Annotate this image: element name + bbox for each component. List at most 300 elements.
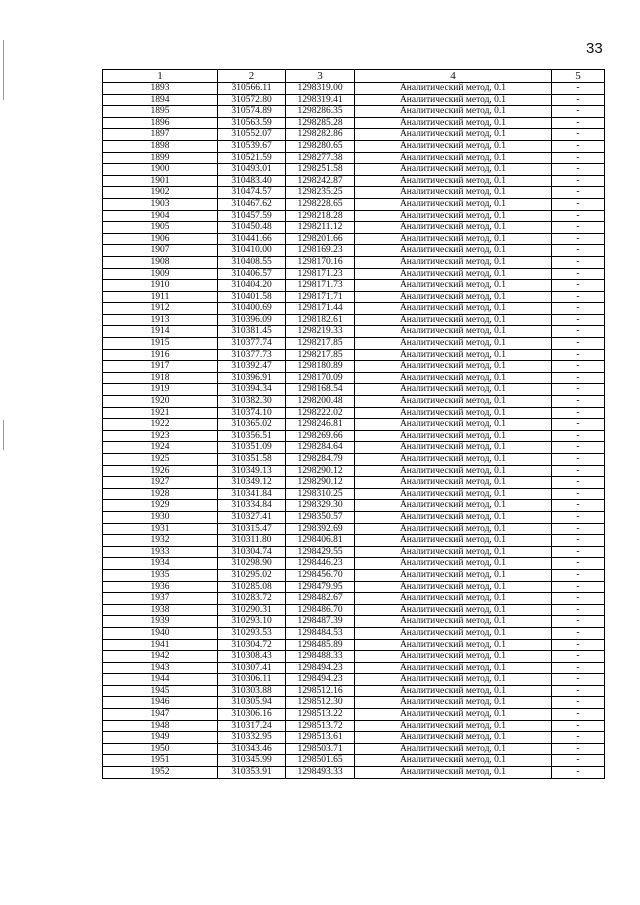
table-row <box>103 129 605 141</box>
table-row <box>103 152 605 164</box>
table-row <box>103 175 605 187</box>
y-coordinate-cell: 1298482.67 <box>286 593 355 605</box>
x-coordinate-cell: 310394.34 <box>218 384 286 396</box>
point-number-cell: 1896 <box>103 117 218 129</box>
col5-cell: - <box>552 523 605 535</box>
x-coordinate-cell: 310406.57 <box>218 268 286 280</box>
table-row <box>103 558 605 570</box>
method-cell: Аналитический метод, 0.1 <box>355 651 552 663</box>
x-coordinate-cell: 310408.55 <box>218 256 286 268</box>
y-coordinate-cell: 1298290.12 <box>286 477 355 489</box>
table-row <box>103 697 605 709</box>
method-cell: Аналитический метод, 0.1 <box>355 511 552 523</box>
x-coordinate-cell: 310401.58 <box>218 291 286 303</box>
y-coordinate-cell: 1298168.54 <box>286 384 355 396</box>
x-coordinate-cell: 310306.11 <box>218 674 286 686</box>
col5-cell: - <box>552 338 605 350</box>
col5-cell: - <box>552 430 605 442</box>
point-number-cell: 1906 <box>103 233 218 245</box>
point-number-cell: 1900 <box>103 164 218 176</box>
point-number-cell: 1949 <box>103 732 218 744</box>
point-number-cell: 1938 <box>103 604 218 616</box>
x-coordinate-cell: 310483.40 <box>218 175 286 187</box>
col5-cell: - <box>552 117 605 129</box>
col5-cell: - <box>552 685 605 697</box>
method-cell: Аналитический метод, 0.1 <box>355 442 552 454</box>
point-number-cell: 1933 <box>103 546 218 558</box>
table-row <box>103 767 605 779</box>
point-number-cell: 1950 <box>103 743 218 755</box>
method-cell: Аналитический метод, 0.1 <box>355 326 552 338</box>
point-number-cell: 1919 <box>103 384 218 396</box>
table-row <box>103 361 605 373</box>
point-number-cell: 1914 <box>103 326 218 338</box>
col5-cell: - <box>552 535 605 547</box>
x-coordinate-cell: 310345.99 <box>218 755 286 767</box>
method-cell: Аналитический метод, 0.1 <box>355 349 552 361</box>
method-cell: Аналитический метод, 0.1 <box>355 83 552 95</box>
table-row <box>103 627 605 639</box>
method-cell: Аналитический метод, 0.1 <box>355 303 552 315</box>
y-coordinate-cell: 1298269.66 <box>286 430 355 442</box>
col5-cell: - <box>552 268 605 280</box>
table-row <box>103 396 605 408</box>
scan-margin-mark-top <box>3 40 4 100</box>
table-row <box>103 349 605 361</box>
y-coordinate-cell: 1298484.53 <box>286 627 355 639</box>
col5-cell: - <box>552 569 605 581</box>
x-coordinate-cell: 310353.91 <box>218 767 286 779</box>
table-row <box>103 581 605 593</box>
x-coordinate-cell: 310467.62 <box>218 198 286 210</box>
method-cell: Аналитический метод, 0.1 <box>355 454 552 466</box>
x-coordinate-cell: 310374.10 <box>218 407 286 419</box>
x-coordinate-cell: 310377.74 <box>218 338 286 350</box>
col5-cell: - <box>552 407 605 419</box>
point-number-cell: 1945 <box>103 685 218 697</box>
method-cell: Аналитический метод, 0.1 <box>355 140 552 152</box>
point-number-cell: 1917 <box>103 361 218 373</box>
method-cell: Аналитический метод, 0.1 <box>355 187 552 199</box>
point-number-cell: 1924 <box>103 442 218 454</box>
point-number-cell: 1930 <box>103 511 218 523</box>
x-coordinate-cell: 310552.07 <box>218 129 286 141</box>
point-number-cell: 1942 <box>103 651 218 663</box>
y-coordinate-cell: 1298284.79 <box>286 454 355 466</box>
col5-cell: - <box>552 129 605 141</box>
col5-cell: - <box>552 94 605 106</box>
x-coordinate-cell: 310356.51 <box>218 430 286 442</box>
y-coordinate-cell: 1298501.65 <box>286 755 355 767</box>
method-cell: Аналитический метод, 0.1 <box>355 581 552 593</box>
x-coordinate-cell: 310303.88 <box>218 685 286 697</box>
x-coordinate-cell: 310349.12 <box>218 477 286 489</box>
method-cell: Аналитический метод, 0.1 <box>355 709 552 721</box>
col5-cell: - <box>552 767 605 779</box>
method-cell: Аналитический метод, 0.1 <box>355 314 552 326</box>
method-cell: Аналитический метод, 0.1 <box>355 198 552 210</box>
method-cell: Аналитический метод, 0.1 <box>355 767 552 779</box>
y-coordinate-cell: 1298180.89 <box>286 361 355 373</box>
method-cell: Аналитический метод, 0.1 <box>355 407 552 419</box>
col5-cell: - <box>552 674 605 686</box>
point-number-cell: 1932 <box>103 535 218 547</box>
y-coordinate-cell: 1298218.28 <box>286 210 355 222</box>
y-coordinate-cell: 1298494.23 <box>286 662 355 674</box>
point-number-cell: 1947 <box>103 709 218 721</box>
method-cell: Аналитический метод, 0.1 <box>355 430 552 442</box>
y-coordinate-cell: 1298171.44 <box>286 303 355 315</box>
table-row <box>103 94 605 106</box>
table-row <box>103 187 605 199</box>
y-coordinate-cell: 1298222.02 <box>286 407 355 419</box>
table-row <box>103 419 605 431</box>
col5-cell: - <box>552 256 605 268</box>
method-cell: Аналитический метод, 0.1 <box>355 523 552 535</box>
table-row <box>103 198 605 210</box>
x-coordinate-cell: 310404.20 <box>218 280 286 292</box>
table-row <box>103 454 605 466</box>
x-coordinate-cell: 310392.47 <box>218 361 286 373</box>
y-coordinate-cell: 1298200.48 <box>286 396 355 408</box>
x-coordinate-cell: 310377.73 <box>218 349 286 361</box>
y-coordinate-cell: 1298350.57 <box>286 511 355 523</box>
x-coordinate-cell: 310539.67 <box>218 140 286 152</box>
table-row <box>103 106 605 118</box>
point-number-cell: 1937 <box>103 593 218 605</box>
method-cell: Аналитический метод, 0.1 <box>355 593 552 605</box>
x-coordinate-cell: 310304.72 <box>218 639 286 651</box>
point-number-cell: 1944 <box>103 674 218 686</box>
table-row <box>103 384 605 396</box>
method-cell: Аналитический метод, 0.1 <box>355 94 552 106</box>
col5-cell: - <box>552 465 605 477</box>
table-row <box>103 569 605 581</box>
x-coordinate-cell: 310410.00 <box>218 245 286 257</box>
table-row <box>103 720 605 732</box>
y-coordinate-cell: 1298329.30 <box>286 500 355 512</box>
y-coordinate-cell: 1298170.09 <box>286 372 355 384</box>
point-number-cell: 1909 <box>103 268 218 280</box>
table-row <box>103 732 605 744</box>
col5-cell: - <box>552 558 605 570</box>
table-row <box>103 222 605 234</box>
point-number-cell: 1895 <box>103 106 218 118</box>
method-cell: Аналитический метод, 0.1 <box>355 685 552 697</box>
x-coordinate-cell: 310343.46 <box>218 743 286 755</box>
point-number-cell: 1943 <box>103 662 218 674</box>
col5-cell: - <box>552 396 605 408</box>
method-cell: Аналитический метод, 0.1 <box>355 129 552 141</box>
y-coordinate-cell: 1298282.86 <box>286 129 355 141</box>
point-number-cell: 1903 <box>103 198 218 210</box>
x-coordinate-cell: 310317.24 <box>218 720 286 732</box>
method-cell: Аналитический метод, 0.1 <box>355 720 552 732</box>
method-cell: Аналитический метод, 0.1 <box>355 361 552 373</box>
x-coordinate-cell: 310450.48 <box>218 222 286 234</box>
col5-cell: - <box>552 326 605 338</box>
method-cell: Аналитический метод, 0.1 <box>355 627 552 639</box>
y-coordinate-cell: 1298242.87 <box>286 175 355 187</box>
col5-cell: - <box>552 349 605 361</box>
col5-cell: - <box>552 500 605 512</box>
col5-cell: - <box>552 639 605 651</box>
y-coordinate-cell: 1298170.16 <box>286 256 355 268</box>
method-cell: Аналитический метод, 0.1 <box>355 222 552 234</box>
y-coordinate-cell: 1298319.41 <box>286 94 355 106</box>
y-coordinate-cell: 1298169.23 <box>286 245 355 257</box>
method-cell: Аналитический метод, 0.1 <box>355 291 552 303</box>
y-coordinate-cell: 1298171.23 <box>286 268 355 280</box>
point-number-cell: 1925 <box>103 454 218 466</box>
point-number-cell: 1901 <box>103 175 218 187</box>
table-row <box>103 83 605 95</box>
x-coordinate-cell: 310365.02 <box>218 419 286 431</box>
y-coordinate-cell: 1298310.25 <box>286 488 355 500</box>
x-coordinate-cell: 310283.72 <box>218 593 286 605</box>
y-coordinate-cell: 1298406.81 <box>286 535 355 547</box>
y-coordinate-cell: 1298251.58 <box>286 164 355 176</box>
method-cell: Аналитический метод, 0.1 <box>355 546 552 558</box>
table-row <box>103 477 605 489</box>
y-coordinate-cell: 1298513.22 <box>286 709 355 721</box>
col5-cell: - <box>552 175 605 187</box>
point-number-cell: 1908 <box>103 256 218 268</box>
method-cell: Аналитический метод, 0.1 <box>355 210 552 222</box>
table-row <box>103 280 605 292</box>
method-cell: Аналитический метод, 0.1 <box>355 372 552 384</box>
point-number-cell: 1893 <box>103 83 218 95</box>
x-coordinate-cell: 310307.41 <box>218 662 286 674</box>
table-row <box>103 523 605 535</box>
col5-cell: - <box>552 581 605 593</box>
table-row <box>103 616 605 628</box>
table-row <box>103 140 605 152</box>
table-row <box>103 430 605 442</box>
x-coordinate-cell: 310334.84 <box>218 500 286 512</box>
y-coordinate-cell: 1298487.39 <box>286 616 355 628</box>
table-row <box>103 338 605 350</box>
col5-cell: - <box>552 720 605 732</box>
method-cell: Аналитический метод, 0.1 <box>355 500 552 512</box>
point-number-cell: 1929 <box>103 500 218 512</box>
point-number-cell: 1951 <box>103 755 218 767</box>
point-number-cell: 1923 <box>103 430 218 442</box>
col5-cell: - <box>552 361 605 373</box>
method-cell: Аналитический метод, 0.1 <box>355 732 552 744</box>
y-coordinate-cell: 1298219.33 <box>286 326 355 338</box>
point-number-cell: 1894 <box>103 94 218 106</box>
col5-cell: - <box>552 106 605 118</box>
point-number-cell: 1915 <box>103 338 218 350</box>
y-coordinate-cell: 1298486.70 <box>286 604 355 616</box>
table-row <box>103 407 605 419</box>
table-row <box>103 709 605 721</box>
col5-cell: - <box>552 245 605 257</box>
col5-cell: - <box>552 384 605 396</box>
y-coordinate-cell: 1298228.65 <box>286 198 355 210</box>
col5-cell: - <box>552 662 605 674</box>
header-col-2: 2 <box>218 70 286 83</box>
method-cell: Аналитический метод, 0.1 <box>355 465 552 477</box>
x-coordinate-cell: 310572.80 <box>218 94 286 106</box>
coordinates-table <box>102 69 605 779</box>
page-number: 33 <box>586 40 603 57</box>
x-coordinate-cell: 310351.58 <box>218 454 286 466</box>
method-cell: Аналитический метод, 0.1 <box>355 338 552 350</box>
header-col-5: 5 <box>552 70 605 83</box>
point-number-cell: 1911 <box>103 291 218 303</box>
x-coordinate-cell: 310304.74 <box>218 546 286 558</box>
col5-cell: - <box>552 419 605 431</box>
col5-cell: - <box>552 210 605 222</box>
point-number-cell: 1927 <box>103 477 218 489</box>
header-col-3: 3 <box>286 70 355 83</box>
x-coordinate-cell: 310341.84 <box>218 488 286 500</box>
point-number-cell: 1920 <box>103 396 218 408</box>
y-coordinate-cell: 1298182.61 <box>286 314 355 326</box>
method-cell: Аналитический метод, 0.1 <box>355 674 552 686</box>
x-coordinate-cell: 310293.53 <box>218 627 286 639</box>
y-coordinate-cell: 1298392.69 <box>286 523 355 535</box>
point-number-cell: 1913 <box>103 314 218 326</box>
method-cell: Аналитический метод, 0.1 <box>355 569 552 581</box>
table-row <box>103 685 605 697</box>
table-row <box>103 465 605 477</box>
y-coordinate-cell: 1298217.85 <box>286 349 355 361</box>
table-row <box>103 245 605 257</box>
col5-cell: - <box>552 488 605 500</box>
header-col-4: 4 <box>355 70 552 83</box>
point-number-cell: 1940 <box>103 627 218 639</box>
point-number-cell: 1946 <box>103 697 218 709</box>
x-coordinate-cell: 310563.59 <box>218 117 286 129</box>
method-cell: Аналитический метод, 0.1 <box>355 662 552 674</box>
table-row <box>103 674 605 686</box>
x-coordinate-cell: 310332.95 <box>218 732 286 744</box>
y-coordinate-cell: 1298280.65 <box>286 140 355 152</box>
col5-cell: - <box>552 477 605 489</box>
x-coordinate-cell: 310315.47 <box>218 523 286 535</box>
method-cell: Аналитический метод, 0.1 <box>355 164 552 176</box>
y-coordinate-cell: 1298493.33 <box>286 767 355 779</box>
x-coordinate-cell: 310306.16 <box>218 709 286 721</box>
y-coordinate-cell: 1298284.64 <box>286 442 355 454</box>
x-coordinate-cell: 310293.10 <box>218 616 286 628</box>
y-coordinate-cell: 1298512.16 <box>286 685 355 697</box>
method-cell: Аналитический метод, 0.1 <box>355 743 552 755</box>
y-coordinate-cell: 1298429.55 <box>286 546 355 558</box>
table-row <box>103 326 605 338</box>
col5-cell: - <box>552 442 605 454</box>
x-coordinate-cell: 310474.57 <box>218 187 286 199</box>
col5-cell: - <box>552 152 605 164</box>
table-row <box>103 314 605 326</box>
y-coordinate-cell: 1298513.72 <box>286 720 355 732</box>
y-coordinate-cell: 1298171.73 <box>286 280 355 292</box>
point-number-cell: 1905 <box>103 222 218 234</box>
method-cell: Аналитический метод, 0.1 <box>355 604 552 616</box>
table-row <box>103 511 605 523</box>
method-cell: Аналитический метод, 0.1 <box>355 245 552 257</box>
point-number-cell: 1939 <box>103 616 218 628</box>
x-coordinate-cell: 310566.11 <box>218 83 286 95</box>
point-number-cell: 1941 <box>103 639 218 651</box>
x-coordinate-cell: 310493.01 <box>218 164 286 176</box>
x-coordinate-cell: 310396.91 <box>218 372 286 384</box>
y-coordinate-cell: 1298456.70 <box>286 569 355 581</box>
x-coordinate-cell: 310305.94 <box>218 697 286 709</box>
col5-cell: - <box>552 83 605 95</box>
point-number-cell: 1935 <box>103 569 218 581</box>
table-row <box>103 442 605 454</box>
table-row <box>103 303 605 315</box>
col5-cell: - <box>552 616 605 628</box>
x-coordinate-cell: 310457.59 <box>218 210 286 222</box>
x-coordinate-cell: 310521.59 <box>218 152 286 164</box>
col5-cell: - <box>552 627 605 639</box>
point-number-cell: 1899 <box>103 152 218 164</box>
method-cell: Аналитический метод, 0.1 <box>355 616 552 628</box>
y-coordinate-cell: 1298171.71 <box>286 291 355 303</box>
y-coordinate-cell: 1298319.00 <box>286 83 355 95</box>
table-row <box>103 372 605 384</box>
y-coordinate-cell: 1298446.23 <box>286 558 355 570</box>
col5-cell: - <box>552 511 605 523</box>
method-cell: Аналитический метод, 0.1 <box>355 117 552 129</box>
x-coordinate-cell: 310298.90 <box>218 558 286 570</box>
table-row <box>103 651 605 663</box>
col5-cell: - <box>552 743 605 755</box>
table-body <box>103 83 605 779</box>
x-coordinate-cell: 310396.09 <box>218 314 286 326</box>
col5-cell: - <box>552 454 605 466</box>
point-number-cell: 1904 <box>103 210 218 222</box>
col5-cell: - <box>552 291 605 303</box>
point-number-cell: 1916 <box>103 349 218 361</box>
col5-cell: - <box>552 233 605 245</box>
y-coordinate-cell: 1298290.12 <box>286 465 355 477</box>
method-cell: Аналитический метод, 0.1 <box>355 419 552 431</box>
method-cell: Аналитический метод, 0.1 <box>355 175 552 187</box>
x-coordinate-cell: 310349.13 <box>218 465 286 477</box>
method-cell: Аналитический метод, 0.1 <box>355 697 552 709</box>
x-coordinate-cell: 310327.41 <box>218 511 286 523</box>
point-number-cell: 1922 <box>103 419 218 431</box>
method-cell: Аналитический метод, 0.1 <box>355 396 552 408</box>
x-coordinate-cell: 310382.30 <box>218 396 286 408</box>
col5-cell: - <box>552 187 605 199</box>
x-coordinate-cell: 310285.08 <box>218 581 286 593</box>
point-number-cell: 1936 <box>103 581 218 593</box>
point-number-cell: 1897 <box>103 129 218 141</box>
method-cell: Аналитический метод, 0.1 <box>355 152 552 164</box>
table-row <box>103 535 605 547</box>
col5-cell: - <box>552 593 605 605</box>
point-number-cell: 1912 <box>103 303 218 315</box>
col5-cell: - <box>552 164 605 176</box>
method-cell: Аналитический метод, 0.1 <box>355 106 552 118</box>
table-row <box>103 210 605 222</box>
method-cell: Аналитический метод, 0.1 <box>355 384 552 396</box>
point-number-cell: 1948 <box>103 720 218 732</box>
col5-cell: - <box>552 651 605 663</box>
method-cell: Аналитический метод, 0.1 <box>355 535 552 547</box>
table-row <box>103 291 605 303</box>
x-coordinate-cell: 310400.69 <box>218 303 286 315</box>
method-cell: Аналитический метод, 0.1 <box>355 639 552 651</box>
table-row <box>103 256 605 268</box>
